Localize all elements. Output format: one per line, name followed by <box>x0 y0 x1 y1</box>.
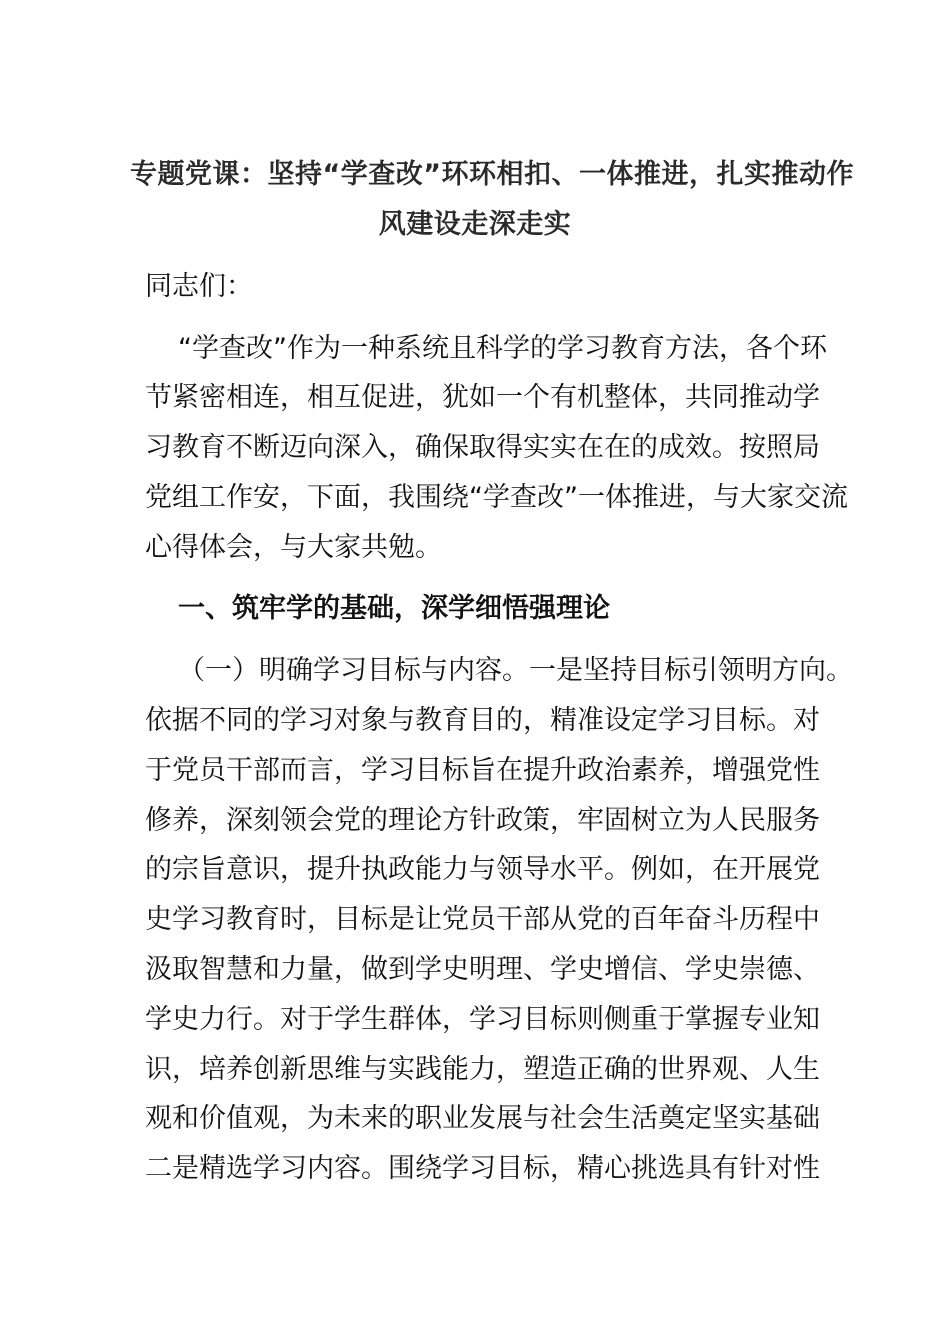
body-line-6: 史学习教育时，目标是让党员干部从党的百年奋斗历程中 <box>145 904 820 935</box>
intro-line-4: 党组工作安，下面，我围绕“学查改”一体推进，与大家交流 <box>145 482 848 513</box>
body-line-5: 的宗旨意识，提升执政能力与领导水平。例如，在开展党 <box>145 854 820 885</box>
body-line-10: 观和价值观，为未来的职业发展与社会生活奠定坚实基础 <box>145 1103 820 1134</box>
body-line-7: 汲取智慧和力量，做到学史明理、学史增信、学史崇德、 <box>145 954 820 985</box>
body-line-8: 学史力行。对于学生群体，学习目标则侧重于掌握专业知 <box>145 1004 820 1035</box>
body-line-9: 识，培养创新思维与实践能力，塑造正确的世界观、人生 <box>145 1054 820 1085</box>
section-heading: 一、筑牢学的基础，深学细悟强理论 <box>178 593 610 624</box>
intro-line-1: “学查改”作为一种系统且科学的学习教育方法，各个环 <box>178 333 827 364</box>
body-line-3: 于党员干部而言，学习目标旨在提升政治素养，增强党性 <box>145 755 820 786</box>
body-line-4: 修养，深刻领会党的理论方针政策，牢固树立为人民服务 <box>145 805 820 836</box>
body-line-11: 二是精选学习内容。围绕学习目标，精心挑选具有针对性 <box>145 1153 820 1184</box>
document-title-line-2: 风建设走深走实 <box>378 209 572 240</box>
body-line-2: 依据不同的学习对象与教育目的，精准设定学习目标。对 <box>145 705 820 736</box>
intro-line-5: 心得体会，与大家共勉。 <box>145 532 442 563</box>
document-title-line-1: 专题党课：坚持“学查改”环环相扣、一体推进，扎实推动作 <box>130 159 854 190</box>
intro-line-2: 节紧密相连，相互促进，犹如一个有机整体，共同推动学 <box>145 382 820 413</box>
body-line-1: （一）明确学习目标与内容。一是坚持目标引领明方向。 <box>178 655 853 686</box>
salutation: 同志们： <box>145 271 253 302</box>
intro-line-3: 习教育不断迈向深入，确保取得实实在在的成效。按照局 <box>145 432 820 463</box>
